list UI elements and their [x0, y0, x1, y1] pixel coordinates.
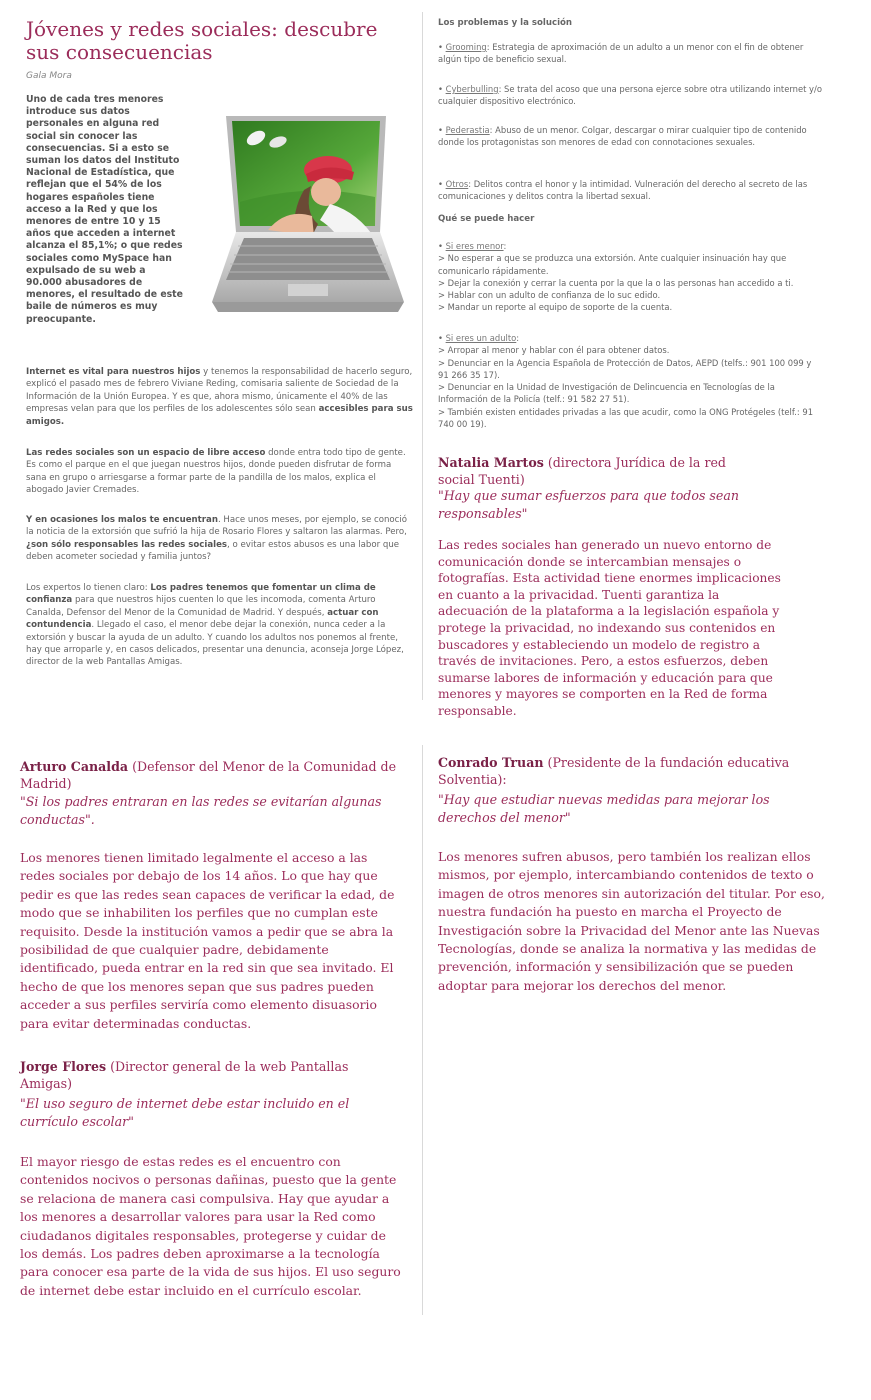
minor-title: Si eres menor — [445, 241, 504, 251]
quote-conrado: "Hay que estudiar nuevas medidas para mejorar los derechos del menor" — [438, 792, 770, 825]
minor-item: > Mandar un reporte al equipo de soporte de la cuenta. — [438, 302, 673, 313]
quote-body-arturo: Los menores tienen limitado legalmente el acceso a las redes sociales por debajo de los 14 años. Lo que hay que pedir es que las redes sean capaces de verificar la edad, de modo que se inhabiliten los perfiles que no cumplan este requisito. Desde la institución vamos a pedir que se abra la posibilidad de que cualquier padre, debidamente identificado, pueda entrar en la red sin que sea invitado. El hecho de que los menores sepan que sus padres pueden acceder a sus perfiles serviría como elemento disuasorio para evitar determinadas conductas. — [20, 850, 395, 1031]
article-lead: Uno de cada tres menores introduce sus datos personales en alguna red social sin conocer las consecuencias. Si a esto se suman los datos del Instituto Nacional de Estadística, que reflejan que el 54% de los hogares españoles tiene acceso a la Red y que los menores de entre 10 y 15 años que acceden a internet alcanza el 85,1%; o que redes sociales como MySpace han expulsado de su web a 90.000 abusadores de menores, el resultado de este baile de números es muy preocupante. — [26, 94, 183, 325]
adult-title: Si eres un adulto — [445, 333, 517, 343]
article-title: Jóvenes y redes sociales: descubre sus consecuencias — [26, 17, 378, 64]
adult-item: > Denunciar en la Agencia Española de Protección de Datos, AEPD (telfs.: 901 100 099 y 91 266 35 17). — [438, 357, 812, 380]
quote-jorge: "El uso seguro de internet debe estar incluido en el currículo escolar" — [20, 1096, 350, 1129]
minor-item: > No esperar a que se produzca una extorsión. Ante cualquier insinuación hay que comunicarlo rápidamente. — [438, 253, 787, 276]
term-otros: Otros — [445, 179, 469, 189]
problem-pederastia: • Pederastia: Abuso de un menor. Colgar, descargar o mirar cualquier tipo de contenido donde los protagonistas son menores de edad con connotaciones sexuales. — [438, 125, 807, 148]
adult-item: > Arropar al menor y hablar con él para obtener datos. — [438, 345, 670, 356]
minor-item: > Hablar con un adulto de confianza de lo suc edido. — [438, 290, 661, 301]
quote-author-natalia: Natalia Martos (directora Jurídica de la red social Tuenti) — [438, 455, 726, 487]
term-grooming: Grooming — [445, 42, 487, 52]
minor-advice-block: • Si eres menor: > No esperar a que se produzca una extorsión. Ante cualquier insinuación hay que comunicarlo rápidamente. > Dejar la conexión y cerrar la cuenta por la que la o las personas han accedido a ti. > Hablar con un adulto de confianza de lo suc edido. > Mandar un reporte al equipo de soporte de la cuenta. — [438, 241, 794, 313]
problem-otros: • Otros: Delitos contra el honor y la intimidad. Vulneración del derecho al secreto de las comunicaciones y delitos contra la libertad sexual. — [438, 179, 808, 202]
laptop-girl-photo — [208, 112, 408, 317]
article-paragraph-4: Los expertos lo tienen claro: Los padres tenemos que fomentar un clima de confianza para que nuestros hijos cuenten lo que les incomoda, comenta Arturo Canalda, Defensor del Menor de la Comunidad de Madrid. Y después, actuar con contundencia. Llegado el caso, el menor debe dejar la conexión, nunca ceder a la extorsión y buscar la ayuda de un adulto. Y cuando los adultos nos ponemos al frente, hay que arroparle y, en casos delicados, presentar una denuncia, aconseja Jorge López, director de la web Pantallas Amigas. — [26, 583, 404, 668]
adult-item: > Denunciar en la Unidad de Investigación de Delincuencia en Tecnologías de la Información de la Policía (telf.: 91 582 27 51). — [438, 382, 775, 405]
quote-arturo: "Si los padres entraran en las redes se evitarían algunas conductas". — [20, 794, 382, 827]
quote-body-conrado: Los menores sufren abusos, pero también los realizan ellos mismos, por ejemplo, intercambiando contenidos de texto o imagen de otros menores sin autorización del titular. Por eso, nuestra fundación ha puesto en marcha el Proyecto de Investigación sobre la Privacidad del Menor ante las Nuevas Tecnologías, donde se analiza la normativa y las medidas de prevención, información y sensibilización que se pueden adoptar para mejorar los derechos del menor. — [438, 849, 825, 993]
article-author: Gala Mora — [26, 71, 72, 81]
sidebar-heading-solutions: Qué se puede hacer — [438, 214, 535, 224]
quote-body-natalia: Las redes sociales han generado un nuevo entorno de comunicación donde se intercambian mensajes o fotografías. Esta actividad tiene enormes implicaciones en cuanto a la privacidad. Tuenti garantiza la adecuación de la plataforma a la legislación española y protege la privacidad, no indexando sus contenidos en buscadores y estableciendo un modelo de registro a través de invitaciones. Pero, a estos esfuerzos, deben sumarse labores de información y educación para que menores y mayores se comporten en la Red de forma responsable. — [438, 538, 781, 718]
quote-natalia: "Hay que sumar esfuerzos para que todos sean responsables" — [438, 488, 739, 521]
divider-top — [422, 12, 423, 700]
adult-advice-block: • Si eres un adulto: > Arropar al menor y hablar con él para obtener datos. > Denunciar en la Agencia Española de Protección de Datos, AEPD (telfs.: 901 100 099 y 91 266 35 17). > Denunciar en la Unidad de Investigación de Delincuencia en Tecnologías de la Información de la Policía (telf.: 91 582 27 51). > También existen entidades privadas a las que acudir, como la ONG Protégeles (telf.: 91 740 00 19). — [438, 333, 814, 430]
sidebar-heading-problems: Los problemas y la solución — [438, 18, 573, 28]
article-paragraph-2: Las redes sociales son un espacio de libre acceso donde entra todo tipo de gente. Es como el parque en el que juegan nuestros hijos, donde pueden disfrutar de forma sana en grupo o arriesgarse a formar parte de la pandilla de los malos, explica el abogado Javier Cremades. — [26, 448, 406, 496]
article-paragraph-1: Internet es vital para nuestros hijos y tenemos la responsabilidad de hacerlo seguro, explicó el pasado mes de febrero Viviane Reding, comisaria saliente de Sociedad de la Información de la Unión Europea. Y es que, ahora mismo, únicamente el 40% de las empresas velan para que los perfiles de los adolescentes sólo sean accesibles para sus amigos. — [26, 367, 413, 427]
problem-grooming: • Grooming: Estrategia de aproximación de un adulto a un menor con el fin de obtener algún tipo de beneficio sexual. — [438, 42, 804, 65]
divider-bottom — [422, 745, 423, 1315]
article-paragraph-3: Y en ocasiones los malos te encuentran. Hace unos meses, por ejemplo, se conoció la noticia de la extorsión que sufrió la hija de Rosario Flores y saltaron las alarmas. Pero, ¿son sólo responsables las redes sociales, o evitar estos abusos es una labor que deben acometer sociedad y familia juntos? — [26, 515, 408, 563]
adult-item: > También existen entidades privadas a las que acudir, como la ONG Protégeles (telf.: 91 740 00 19). — [438, 406, 814, 430]
quote-author-arturo: Arturo Canalda (Defensor del Menor de la Comunidad de Madrid) — [20, 759, 397, 791]
quote-body-jorge: El mayor riesgo de estas redes es el encuentro con contenidos nocivos o personas dañinas, puesto que la gente se relaciona de manera casi compulsiva. Hay que ayudar a los menores a desarrollar valores para usar la Red como ciudadanos digitales responsables, protegerse y cuidar de los demás. Los padres deben aproximarse a la tecnología para conocer esa parte de la vida de sus hijos. El uso seguro de internet debe estar incluido en el currículo escolar. — [20, 1154, 401, 1298]
quote-author-conrado: Conrado Truan (Presidente de la fundación educativa Solventia): — [438, 755, 790, 787]
quote-author-jorge: Jorge Flores (Director general de la web Pantallas Amigas) — [20, 1059, 349, 1091]
problem-cyberbulling: • Cyberbulling: Se trata del acoso que una persona ejerce sobre otra utilizando internet y/o cualquier dispositivo electrónico. — [438, 84, 822, 107]
term-cyberbulling: Cyberbulling — [445, 84, 499, 94]
term-pederastia: Pederastia — [445, 125, 490, 135]
minor-item: > Dejar la conexión y cerrar la cuenta por la que la o las personas han accedido a ti. — [438, 277, 794, 288]
